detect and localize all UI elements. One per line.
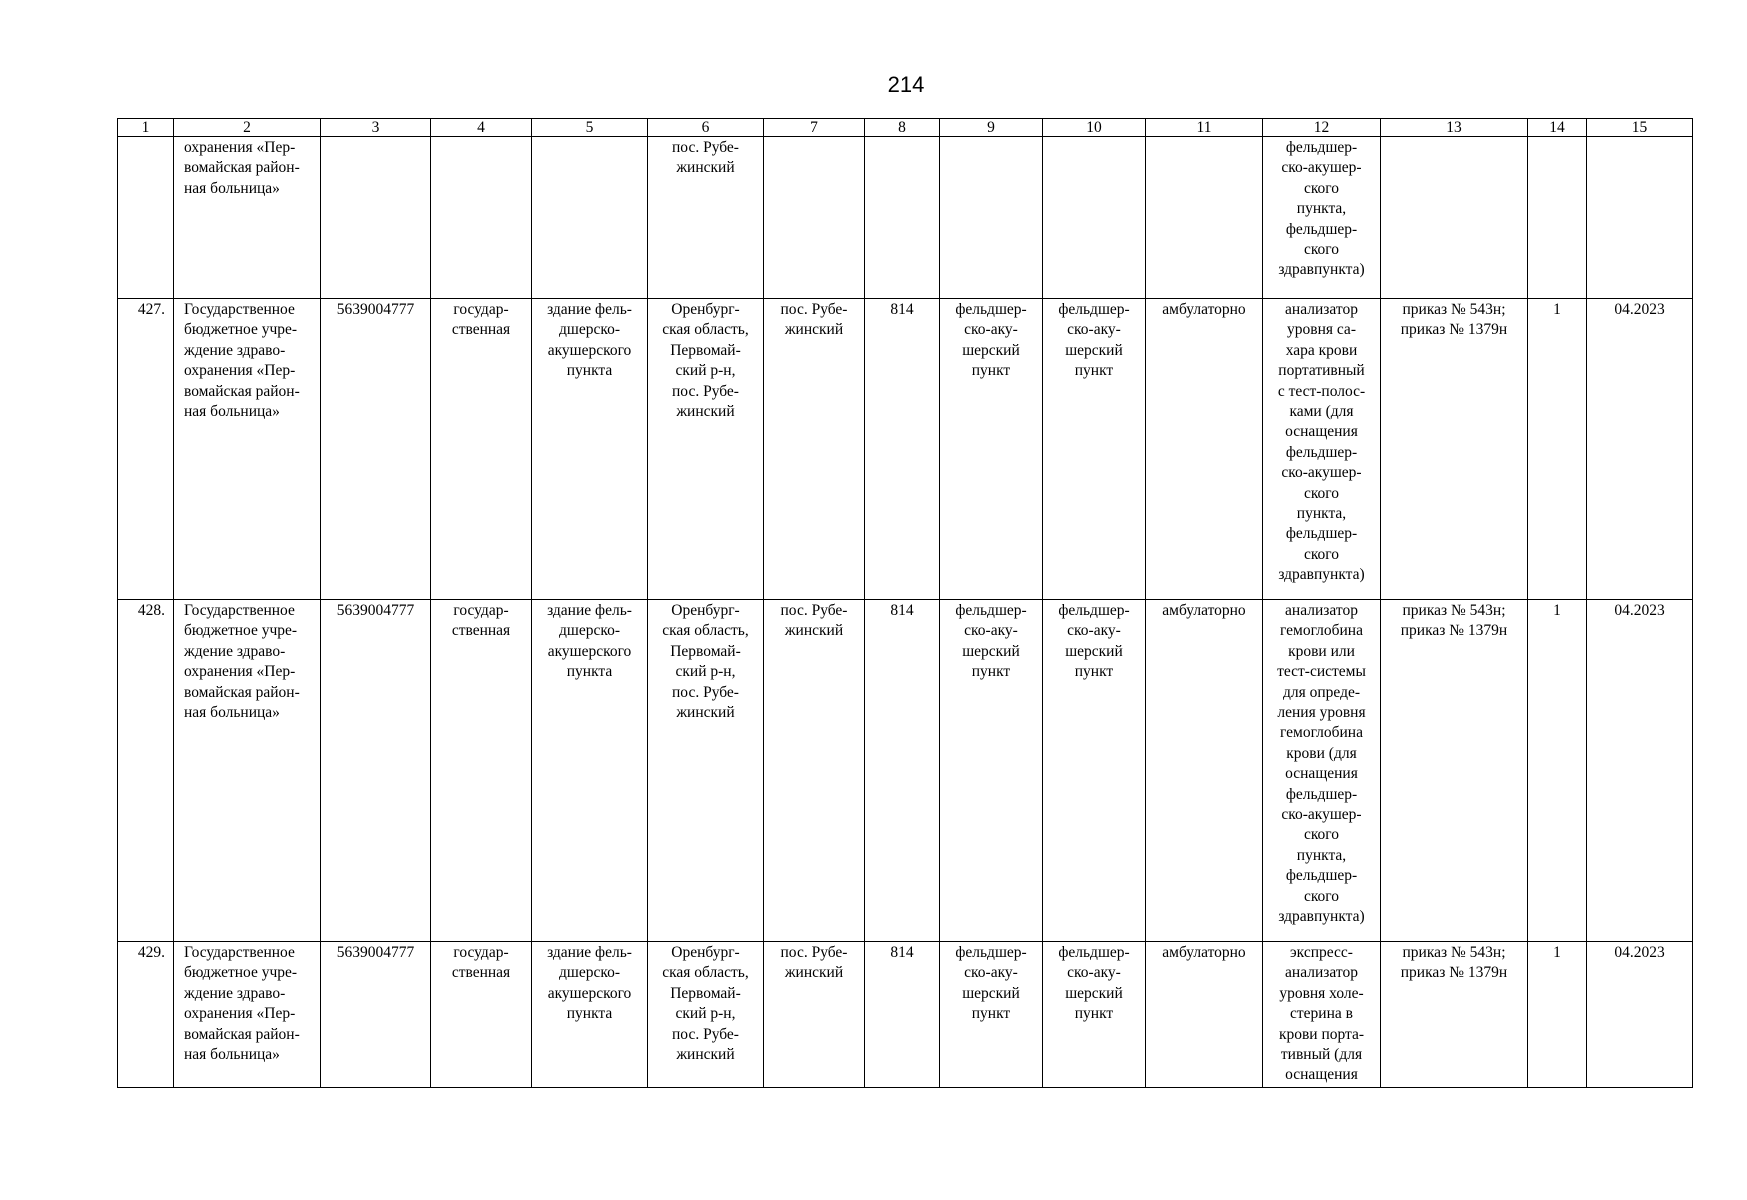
cell-care-form: амбулаторно — [1146, 299, 1263, 600]
cell-code — [865, 137, 940, 299]
cell-equipment: анализатор гемоглобина крови или тест-системы для опреде- ления уровня гемоглобина крови (для оснащения фельдшер- ско-акушер- ского пункта, фельдшер- ского здравпункта) — [1263, 600, 1381, 942]
cell-institution: Государственное бюджетное учре- ждение здраво- охранения «Пер- вомайская район- ная больница» — [174, 600, 321, 942]
cell-unit-profile — [1043, 137, 1146, 299]
column-header: 3 — [321, 119, 431, 137]
cell-address: Оренбург- ская область, Первомай- ский р-н, пос. Рубе- жинский — [648, 942, 764, 1088]
cell-date — [1587, 137, 1693, 299]
cell-row-number — [118, 137, 174, 299]
cell-row-number: 428. — [118, 600, 174, 942]
cell-building: здание фель- дшерско- акушерского пункта — [532, 942, 648, 1088]
cell-unit-type: фельдшер- ско-аку- шерский пункт — [940, 942, 1043, 1088]
page-number: 214 — [887, 72, 925, 97]
cell-institution: Государственное бюджетное учре- ждение здраво- охранения «Пер- вомайская район- ная больница» — [174, 299, 321, 600]
cell-settlement: пос. Рубе- жинский — [764, 600, 865, 942]
cell-unit-profile: фельдшер- ско-аку- шерский пункт — [1043, 600, 1146, 942]
cell-unit-type: фельдшер- ско-аку- шерский пункт — [940, 299, 1043, 600]
cell-institution: Государственное бюджетное учре- ждение здраво- охранения «Пер- вомайская район- ная больница» — [174, 942, 321, 1088]
cell-equipment: анализатор уровня са- хара крови портативный с тест-полос- ками (для оснащения фельдшер- ско-акушер- ского пункта, фельдшер- ского здравпункта) — [1263, 299, 1381, 600]
cell-quantity: 1 — [1528, 600, 1587, 942]
column-header: 10 — [1043, 119, 1146, 137]
column-header: 11 — [1146, 119, 1263, 137]
cell-ownership: государ- ственная — [431, 942, 532, 1088]
cell-order — [1381, 137, 1528, 299]
column-header: 5 — [532, 119, 648, 137]
cell-address: Оренбург- ская область, Первомай- ский р-н, пос. Рубе- жинский — [648, 299, 764, 600]
cell-address: Оренбург- ская область, Первомай- ский р-н, пос. Рубе- жинский — [648, 600, 764, 942]
column-header: 2 — [174, 119, 321, 137]
cell-row-number: 429. — [118, 942, 174, 1088]
cell-equipment: фельдшер- ско-акушер- ского пункта, фельдшер- ского здравпункта) — [1263, 137, 1381, 299]
cell-quantity — [1528, 137, 1587, 299]
cell-care-form: амбулаторно — [1146, 600, 1263, 942]
table-row-429 — [118, 942, 1693, 1088]
table-row-428 — [118, 600, 1693, 942]
column-header: 12 — [1263, 119, 1381, 137]
column-header: 1 — [118, 119, 174, 137]
column-header: 14 — [1528, 119, 1587, 137]
cell-building — [532, 137, 648, 299]
column-header: 13 — [1381, 119, 1528, 137]
cell-code: 814 — [865, 600, 940, 942]
cell-quantity: 1 — [1528, 942, 1587, 1088]
cell-date: 04.2023 — [1587, 942, 1693, 1088]
cell-ownership — [431, 137, 532, 299]
column-header: 8 — [865, 119, 940, 137]
cell-unit-type: фельдшер- ско-аку- шерский пункт — [940, 600, 1043, 942]
cell-quantity: 1 — [1528, 299, 1587, 600]
cell-building: здание фель- дшерско- акушерского пункта — [532, 600, 648, 942]
registry-table — [117, 118, 1693, 1088]
cell-order: приказ № 543н; приказ № 1379н — [1381, 299, 1528, 600]
cell-equipment: экспресс- анализатор уровня холе- стерина в крови порта- тивный (для оснащения — [1263, 942, 1381, 1088]
cell-row-number: 427. — [118, 299, 174, 600]
cell-institution: охранения «Пер- вомайская район- ная больница» — [174, 137, 321, 299]
cell-unit-profile: фельдшер- ско-аку- шерский пункт — [1043, 942, 1146, 1088]
column-header: 6 — [648, 119, 764, 137]
cell-settlement — [764, 137, 865, 299]
cell-unit-profile: фельдшер- ско-аку- шерский пункт — [1043, 299, 1146, 600]
cell-inn: 5639004777 — [321, 600, 431, 942]
cell-ownership: государ- ственная — [431, 600, 532, 942]
column-number-row — [118, 119, 1693, 137]
cell-inn — [321, 137, 431, 299]
cell-building: здание фель- дшерско- акушерского пункта — [532, 299, 648, 600]
table-row-427 — [118, 299, 1693, 600]
cell-settlement: пос. Рубе- жинский — [764, 299, 865, 600]
cell-ownership: государ- ственная — [431, 299, 532, 600]
cell-unit-type — [940, 137, 1043, 299]
cell-settlement: пос. Рубе- жинский — [764, 942, 865, 1088]
cell-date: 04.2023 — [1587, 299, 1693, 600]
cell-address: пос. Рубе- жинский — [648, 137, 764, 299]
cell-order: приказ № 543н; приказ № 1379н — [1381, 942, 1528, 1088]
cell-care-form: амбулаторно — [1146, 942, 1263, 1088]
table-row-continued — [118, 137, 1693, 299]
cell-inn: 5639004777 — [321, 299, 431, 600]
cell-care-form — [1146, 137, 1263, 299]
cell-date: 04.2023 — [1587, 600, 1693, 942]
cell-code: 814 — [865, 299, 940, 600]
column-header: 9 — [940, 119, 1043, 137]
cell-order: приказ № 543н; приказ № 1379н — [1381, 600, 1528, 942]
cell-code: 814 — [865, 942, 940, 1088]
cell-inn: 5639004777 — [321, 942, 431, 1088]
column-header: 15 — [1587, 119, 1693, 137]
column-header: 7 — [764, 119, 865, 137]
column-header: 4 — [431, 119, 532, 137]
